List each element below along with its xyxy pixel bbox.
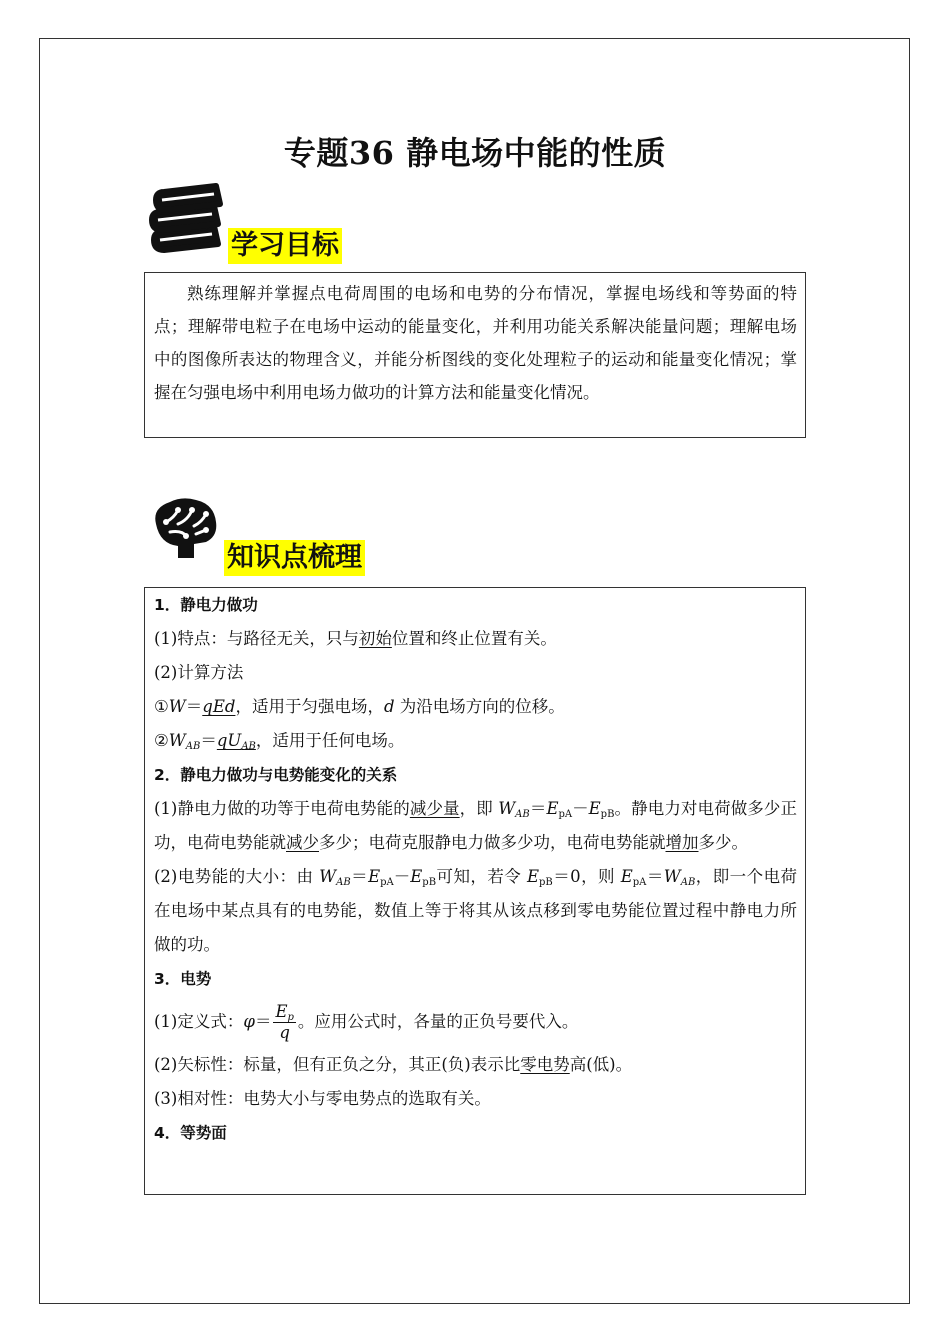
brain-icon [148, 496, 220, 562]
blank-answer: $qU_{AB}$ [216, 731, 256, 752]
kp-line-formula-1: ①W＝qEd，适用于匀强电场，d 为沿电场方向的位移。 [154, 697, 565, 716]
section-learning-goals [148, 178, 548, 268]
section-knowledge-points [148, 496, 548, 586]
section-label-knowledge-points: 知识点梳理 [224, 540, 365, 576]
kp-heading-1: 1．静电力做功 [154, 596, 258, 614]
fraction: $\frac{E_p}{q}$ [275, 1002, 294, 1042]
kp-line-formula-2: $②W_{AB}=qU_{AB}$，适用于任何电场。 [154, 731, 405, 752]
kp-heading-3: 3．电势 [154, 970, 212, 988]
kp-line-scalar: (2)矢标性：标量，但有正负之分，其正(负)表示比零电势高(低)。 [154, 1055, 633, 1074]
kp-heading-4: 4．等势面 [154, 1124, 227, 1142]
blank-answer: 减少量 [409, 799, 460, 818]
kp-line-feature: (1)特点：与路径无关，只与初始位置和终止位置有关。 [154, 629, 557, 648]
kp-line-definition: (1)定义式：φ＝ $\frac{E_p}{q}$ 。应用公式时，各量的正负号要代入。 [154, 1002, 579, 1042]
learning-goals-text: 熟练理解并掌握点电荷周围的电场和电势的分布情况，掌握电场线和等势面的特点；理解带电粒子在电场中运动的能量变化，并利用功能关系解决能量问题；理解电场中的图像所表达的物理含义，并能分析图线的变化处理粒子的运动和能量变化情况；掌握在匀强电场中利用电场力做功的计算方法和能量变化情况。 [154, 284, 797, 402]
books-icon [148, 178, 228, 254]
kp-line-method: (2)计算方法 [154, 663, 244, 682]
blank-answer: 零电势 [520, 1055, 570, 1074]
kp-line-relativity: (3)相对性：电势大小与零电势点的选取有关。 [154, 1089, 491, 1108]
blank-answer: qEd [202, 697, 236, 716]
blank-answer: 增加 [665, 833, 699, 852]
learning-goals-box [144, 272, 806, 438]
kp-heading-2: 2．静电力做功与电势能变化的关系 [154, 766, 398, 784]
knowledge-points-box [144, 587, 806, 1195]
blank-answer: 初始 [358, 629, 392, 648]
kp-para-work-energy: (1)静电力做的功等于电荷电势能的减少量，即 $W_{AB}=E_{pA}-E_{pB}$。静电力对电荷做多少正功，电荷电势能就减少多少；电荷克服静电力做多少功，电荷电势能就增加多少。 [154, 799, 798, 852]
kp-para-potential-energy: (2)电势能的大小：由 $W_{AB}=E_{pA}-E_{pB}$可知，若令 $E_{pB}=0$，则 $E_{pA}=W_{AB}$，即一个电荷在电场中某点具有的电势能，数值上等于将其从该点移到零电势能位置过程中静电力所做的功。 [154, 867, 798, 954]
section-label-learning-goals: 学习目标 [228, 228, 342, 264]
page-title: 专题36 静电场中能的性质 [283, 134, 667, 172]
blank-answer: 减少 [286, 833, 319, 852]
